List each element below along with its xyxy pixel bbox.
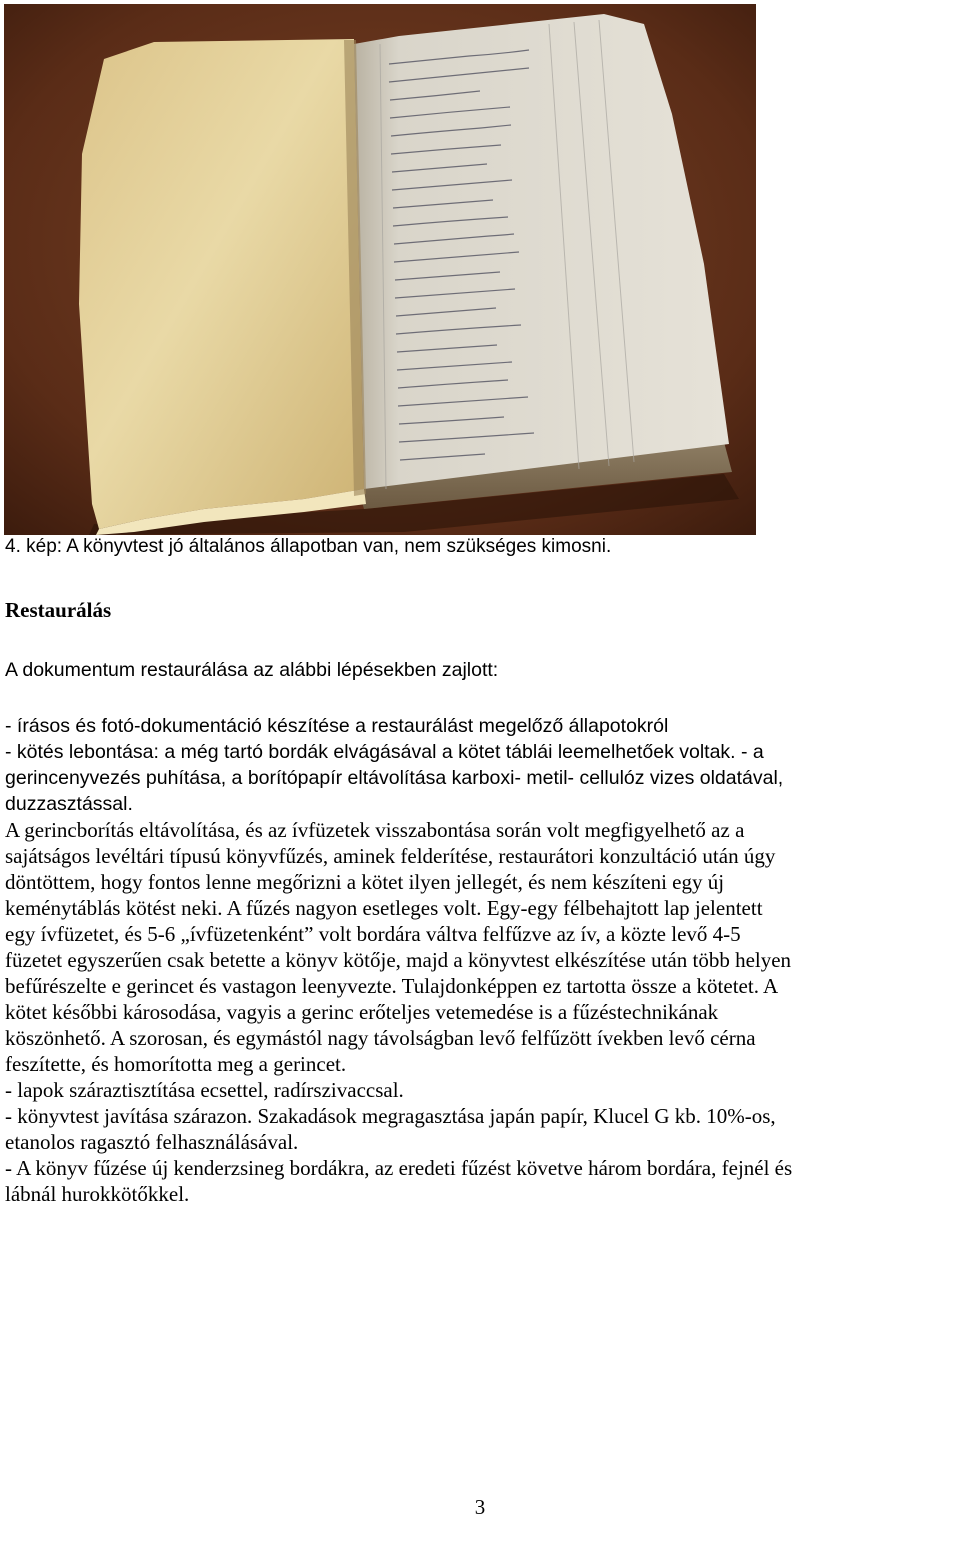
- text-line: köszönhető. A szorosan, és egymástól nagy távolságban levő felfűzött ívekben levő cérna: [5, 1026, 756, 1050]
- text-line: duzzasztással.: [5, 793, 133, 815]
- section-intro: A dokumentum restaurálása az alábbi lépésekben zajlott:: [5, 659, 499, 681]
- text-line: - lapok száraztisztítása ecsettel, radírszivaccsal.: [5, 1078, 404, 1102]
- text-line: - írásos és fotó-dokumentáció készítése a restaurálást megelőző állapotokról: [5, 715, 669, 737]
- text-line: gerincenyvezés puhítása, a borítópapír eltávolítása karboxi- metil- cellulóz vizes oldatával,: [5, 767, 784, 789]
- text-line: etanolos ragasztó felhasználásával.: [5, 1130, 299, 1154]
- text-line: - A könyv fűzése új kenderzsineg bordákra, az eredeti fűzést követve három bordára, fejnél és: [5, 1156, 793, 1180]
- text-line: - könyvtest javítása szárazon. Szakadások megragasztása japán papír, Klucel G kb. 10%-os,: [5, 1104, 776, 1128]
- text-line: kötet későbbi károsodása, vagyis a gerinc erőteljes vetemedése is a fűzéstechnikának: [5, 1000, 719, 1024]
- figure-caption: 4. kép: A könyvtest jó általános állapotban van, nem szükséges kimosni.: [5, 536, 612, 557]
- text-line: döntöttem, hogy fontos lenne megőrizni a kötet ilyen jellegét, és nem készíteni egy új: [5, 870, 725, 894]
- text-line: egy ívfüzetet, és 5-6 „ívfüzetenként” volt bordára váltva felfűzve az ív, a közte levő 4-5: [5, 922, 741, 946]
- page-number: 3: [474, 1495, 486, 1519]
- text-line: lábnál hurokkötőkkel.: [5, 1182, 190, 1206]
- book-photo: [4, 4, 756, 535]
- text-line: keménytáblás kötést neki. A fűzés nagyon esetleges volt. Egy-egy félbehajtott lap jelentett: [5, 896, 763, 920]
- text-line: füzetet egyszerűen csak betette a könyv kötője, majd a könyvtest elkészítése után több helyen: [5, 948, 792, 972]
- text-line: feszítette, és homorította meg a gerincet.: [5, 1052, 347, 1076]
- section-heading: Restaurálás: [5, 598, 112, 622]
- text-line: A gerincborítás eltávolítása, és az ívfüzetek visszabontása során volt megfigyelhető az a: [5, 818, 745, 842]
- text-line: - kötés lebontása: a még tartó bordák elvágásával a kötet táblái leemelhetőek voltak. - a: [5, 741, 764, 763]
- text-line: sajátságos levéltári típusú könyvfűzés, aminek felderítése, restaurátori konzultáció után úgy: [5, 844, 776, 868]
- text-line: befűrészelte e gerincet és vastagon leenyvezte. Tulajdonképpen ez tartotta össze a kötetet. A: [5, 974, 779, 998]
